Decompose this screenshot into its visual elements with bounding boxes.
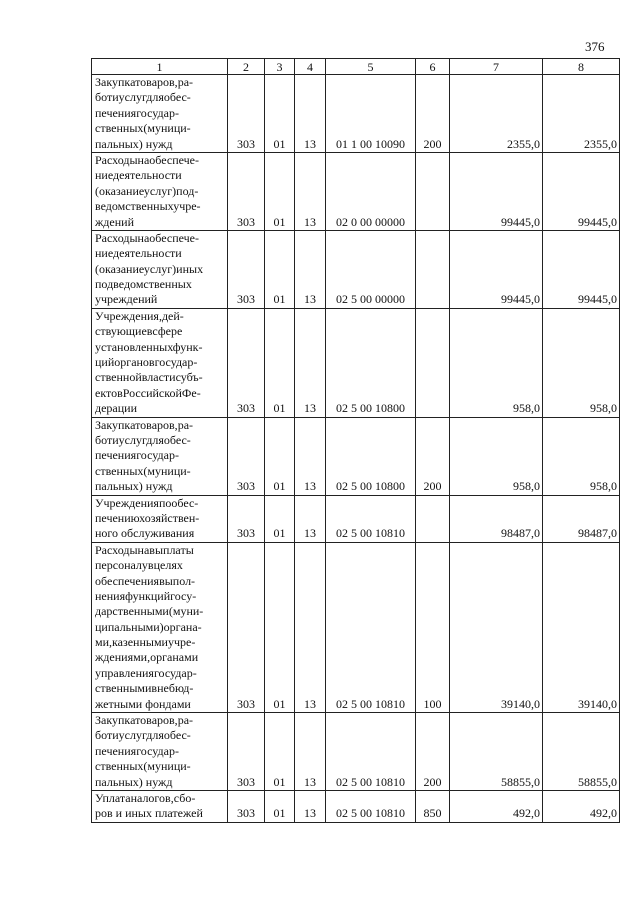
description-line: Расходынаобеспече-: [95, 152, 200, 167]
amount-cell: 2355,0: [543, 75, 620, 153]
description-line: Учреждения,дей-: [95, 308, 184, 323]
description-line: Закупкатоваров,ра-: [95, 713, 194, 728]
code-cell-4: 13: [295, 495, 326, 542]
amount-cell: 958,0: [543, 308, 620, 417]
row-description: [92, 790, 228, 822]
description-line: ственнойвластисубъ-: [95, 370, 203, 385]
classification-code: 02 5 00 00000: [326, 230, 416, 308]
budget-table: [91, 58, 620, 823]
row-description: [92, 417, 228, 495]
amount-cell: 958,0: [450, 417, 543, 495]
description-line: дерации: [95, 401, 138, 416]
header-cell-6: 6: [416, 59, 450, 75]
expense-type-code: [416, 495, 450, 542]
table-row: [92, 152, 620, 230]
description-line: печениягосудар-: [95, 743, 179, 758]
amount-cell: 99445,0: [543, 230, 620, 308]
description-line: Закупкатоваров,ра-: [95, 75, 194, 89]
amount-cell: 98487,0: [543, 495, 620, 542]
classification-code: 01 1 00 10090: [326, 75, 416, 153]
amount-cell: 958,0: [450, 308, 543, 417]
classification-code: 02 5 00 10810: [326, 790, 416, 822]
expense-type-code: [416, 308, 450, 417]
code-cell-2: 303: [228, 542, 265, 712]
row-description: [92, 713, 228, 791]
description-line: пальных) нужд: [95, 479, 173, 494]
code-cell-2: 303: [228, 75, 265, 153]
code-cell-4: 13: [295, 713, 326, 791]
row-description: [92, 152, 228, 230]
classification-code: 02 5 00 10800: [326, 308, 416, 417]
classification-code: 02 5 00 10800: [326, 417, 416, 495]
description-line: ного обслуживания: [95, 526, 195, 541]
code-cell-4: 13: [295, 152, 326, 230]
classification-code: 02 5 00 10810: [326, 713, 416, 791]
description-line: ниедеятельности: [95, 246, 182, 261]
table-row: [92, 230, 620, 308]
page-number: 376: [585, 39, 605, 54]
header-cell-4: 4: [295, 59, 326, 75]
code-cell-3: 01: [265, 230, 295, 308]
amount-cell: 958,0: [543, 417, 620, 495]
description-line: подведомственных: [95, 277, 192, 292]
description-line: управлениягосудар-: [95, 665, 197, 680]
header-cell-8: 8: [543, 59, 620, 75]
code-cell-4: 13: [295, 790, 326, 822]
description-line: печениягосудар-: [95, 448, 179, 463]
amount-cell: 99445,0: [450, 152, 543, 230]
description-line: Закупкатоваров,ра-: [95, 417, 194, 432]
code-cell-2: 303: [228, 308, 265, 417]
code-cell-3: 01: [265, 417, 295, 495]
code-cell-2: 303: [228, 495, 265, 542]
description-line: Расходынаобеспече-: [95, 230, 200, 245]
amount-cell: 39140,0: [450, 542, 543, 712]
table-body: [92, 75, 620, 823]
description-line: ненияфункцийгосу-: [95, 588, 197, 603]
row-description: [92, 75, 228, 153]
code-cell-2: 303: [228, 790, 265, 822]
row-description: [92, 230, 228, 308]
description-line: установленныхфунк-: [95, 339, 203, 354]
description-line: ведомственныхучре-: [95, 199, 201, 214]
description-line: ственных(муници-: [95, 759, 191, 774]
header-cell-1: 1: [92, 59, 228, 75]
amount-cell: 492,0: [450, 790, 543, 822]
description-line: ственных(муници-: [95, 463, 191, 478]
classification-code: 02 5 00 10810: [326, 542, 416, 712]
row-description: [92, 542, 228, 712]
description-line: ствующиевсфере: [95, 324, 183, 339]
header-cell-2: 2: [228, 59, 265, 75]
amount-cell: 2355,0: [450, 75, 543, 153]
description-line: Расходынавыплаты: [95, 542, 194, 557]
expense-type-code: 100: [416, 542, 450, 712]
expense-type-code: 200: [416, 75, 450, 153]
header-cell-7: 7: [450, 59, 543, 75]
description-line: ственнымивнебюд-: [95, 681, 194, 696]
description-line: ботиуслугдляобес-: [95, 728, 191, 743]
code-cell-4: 13: [295, 308, 326, 417]
code-cell-3: 01: [265, 542, 295, 712]
code-cell-2: 303: [228, 230, 265, 308]
header-cell-5: 5: [326, 59, 416, 75]
code-cell-4: 13: [295, 542, 326, 712]
expense-type-code: [416, 230, 450, 308]
code-cell-3: 01: [265, 495, 295, 542]
description-line: учреждений: [95, 292, 158, 307]
table-row: [92, 713, 620, 791]
amount-cell: 99445,0: [450, 230, 543, 308]
expense-type-code: [416, 152, 450, 230]
expense-type-code: 200: [416, 713, 450, 791]
header-cell-3: 3: [265, 59, 295, 75]
description-line: ботиуслугдляобес-: [95, 90, 191, 105]
description-line: жетными фондами: [95, 696, 191, 711]
description-line: ственных(муници-: [95, 121, 191, 136]
amount-cell: 58855,0: [543, 713, 620, 791]
row-description: [92, 308, 228, 417]
description-line: ботиуслугдляобес-: [95, 432, 191, 447]
table-header-row: [92, 59, 620, 75]
code-cell-4: 13: [295, 417, 326, 495]
description-line: (оказаниеуслуг)под-: [95, 183, 199, 198]
description-line: ждений: [95, 214, 134, 229]
description-line: пальных) нужд: [95, 774, 173, 789]
code-cell-3: 01: [265, 152, 295, 230]
classification-code: 02 0 00 00000: [326, 152, 416, 230]
description-line: пальных) нужд: [95, 136, 173, 151]
description-line: ектовРоссийскойФе-: [95, 385, 201, 400]
table-row: [92, 308, 620, 417]
description-line: ми,казеннымиучре-: [95, 635, 196, 650]
classification-code: 02 5 00 10810: [326, 495, 416, 542]
table-row: [92, 495, 620, 542]
description-line: печениягосудар-: [95, 105, 179, 120]
description-line: ров и иных платежей: [95, 806, 203, 821]
amount-cell: 39140,0: [543, 542, 620, 712]
description-line: Учрежденияпообес-: [95, 495, 199, 510]
amount-cell: 98487,0: [450, 495, 543, 542]
description-line: ниедеятельности: [95, 168, 182, 183]
code-cell-4: 13: [295, 230, 326, 308]
table-row: [92, 75, 620, 153]
row-description: [92, 495, 228, 542]
code-cell-3: 01: [265, 790, 295, 822]
code-cell-4: 13: [295, 75, 326, 153]
code-cell-2: 303: [228, 713, 265, 791]
table-row: [92, 542, 620, 712]
table-row: [92, 790, 620, 822]
description-line: Уплатаналогов,сбо-: [95, 790, 196, 805]
table-row: [92, 417, 620, 495]
description-line: дарственными(муни-: [95, 604, 204, 619]
amount-cell: 99445,0: [543, 152, 620, 230]
amount-cell: 492,0: [543, 790, 620, 822]
description-line: обеспечениявыпол-: [95, 573, 196, 588]
code-cell-3: 01: [265, 308, 295, 417]
code-cell-3: 01: [265, 713, 295, 791]
description-line: цийоргановгосудар-: [95, 355, 198, 370]
description-line: персоналувцелях: [95, 558, 183, 573]
expense-type-code: 200: [416, 417, 450, 495]
code-cell-2: 303: [228, 417, 265, 495]
description-line: ципальными)органа-: [95, 619, 202, 634]
description-line: (оказаниеуслуг)иных: [95, 261, 204, 276]
amount-cell: 58855,0: [450, 713, 543, 791]
description-line: печениюхозяйствен-: [95, 510, 200, 525]
code-cell-2: 303: [228, 152, 265, 230]
expense-type-code: 850: [416, 790, 450, 822]
code-cell-3: 01: [265, 75, 295, 153]
description-line: ждениями,органами: [95, 650, 199, 665]
